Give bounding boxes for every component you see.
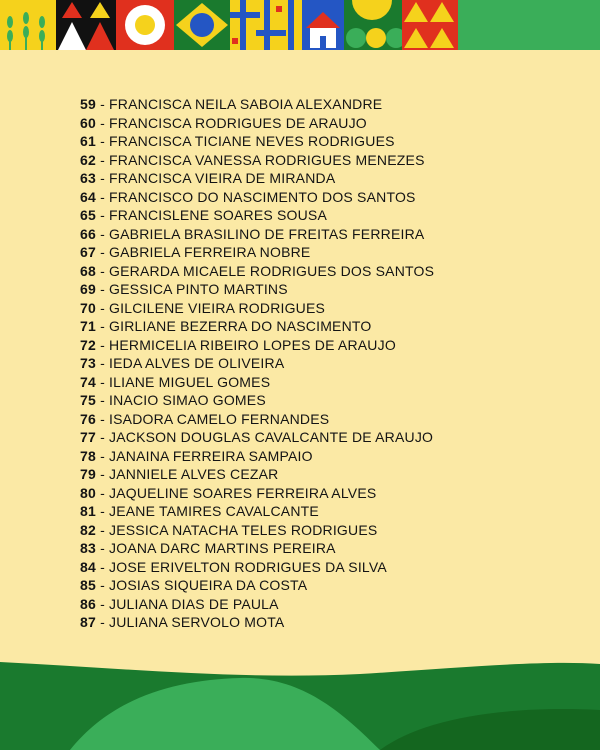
- entry-number: 78: [80, 447, 96, 464]
- entry-number: 73: [80, 355, 96, 371]
- entry-number: 80: [80, 484, 96, 501]
- entry-separator: -: [95, 595, 110, 612]
- list-item: [80, 280, 434, 299]
- list-item: [80, 521, 434, 540]
- entry-name: HERMICELIA RIBEIRO LOPES DE ARAUJO: [109, 336, 396, 353]
- entry-separator: -: [95, 429, 110, 445]
- entry-separator: -: [95, 225, 110, 242]
- entry-name: JOSE ERIVELTON RODRIGUES DA SILVA: [109, 558, 387, 575]
- list-item: [80, 206, 434, 225]
- entry-name: JULIANA DIAS DE PAULA: [109, 595, 279, 612]
- banner-green-block: [458, 0, 600, 50]
- entry-separator: -: [95, 336, 110, 353]
- egg-icon: [116, 0, 174, 50]
- entry-number: 86: [80, 595, 96, 612]
- entry-name: IEDA ALVES DE OLIVEIRA: [109, 355, 285, 371]
- list-item: [80, 317, 434, 336]
- entry-separator: -: [95, 484, 110, 501]
- entry-separator: -: [95, 188, 110, 205]
- decorative-hills: [0, 650, 600, 750]
- list-item: [80, 595, 434, 614]
- entry-name: GABRIELA FERREIRA NOBRE: [109, 244, 311, 260]
- entry-separator: -: [95, 244, 110, 260]
- entry-separator: -: [95, 355, 110, 371]
- entry-name: FRANCISLENE SOARES SOUSA: [109, 207, 327, 223]
- entry-name: GABRIELA BRASILINO DE FREITAS FERREIRA: [109, 225, 425, 242]
- entry-number: 63: [80, 170, 96, 186]
- entry-name: JULIANA SERVOLO MOTA: [109, 614, 285, 630]
- entry-number: 82: [80, 521, 96, 538]
- entry-separator: -: [95, 540, 110, 556]
- entry-number: 79: [80, 466, 96, 482]
- entry-number: 62: [80, 151, 96, 168]
- house-icon: [302, 0, 344, 50]
- list-item: [80, 95, 434, 114]
- entry-separator: -: [95, 133, 110, 149]
- entry-name: JEANE TAMIRES CAVALCANTE: [109, 503, 319, 519]
- list-item: [80, 373, 434, 392]
- entry-name: FRANCISCA TICIANE NEVES RODRIGUES: [109, 133, 395, 149]
- list-item: [80, 391, 434, 410]
- list-item: [80, 613, 434, 632]
- entry-name: FRANCISCO DO NASCIMENTO DOS SANTOS: [109, 188, 416, 205]
- entry-separator: -: [95, 318, 110, 334]
- entry-name: JANNIELE ALVES CEZAR: [109, 466, 279, 482]
- entry-separator: -: [95, 577, 110, 593]
- entry-name: ILIANE MIGUEL GOMES: [109, 373, 271, 390]
- crosses-icon: [230, 0, 302, 50]
- entry-name: JAQUELINE SOARES FERREIRA ALVES: [109, 484, 377, 501]
- entry-name: GERARDA MICAELE RODRIGUES DOS SANTOS: [109, 262, 435, 279]
- entry-number: 60: [80, 114, 96, 131]
- entry-number: 83: [80, 540, 96, 556]
- list-item: [80, 502, 434, 521]
- list-item: [80, 151, 434, 170]
- entry-name: FRANCISCA RODRIGUES DE ARAUJO: [109, 114, 367, 131]
- entry-number: 67: [80, 244, 96, 260]
- entry-name: GESSICA PINTO MARTINS: [109, 281, 288, 297]
- entry-number: 87: [80, 614, 96, 630]
- entry-separator: -: [95, 207, 110, 223]
- entry-separator: -: [95, 262, 110, 279]
- entry-name: GIRLIANE BEZERRA DO NASCIMENTO: [109, 318, 372, 334]
- entry-separator: -: [95, 614, 110, 630]
- entry-name: JOANA DARC MARTINS PEREIRA: [109, 540, 336, 556]
- list-item: [80, 539, 434, 558]
- entry-number: 68: [80, 262, 96, 279]
- list-item: [80, 225, 434, 244]
- entry-separator: -: [95, 373, 110, 390]
- list-item: [80, 484, 434, 503]
- entry-number: 66: [80, 225, 96, 242]
- entry-number: 81: [80, 503, 96, 519]
- entry-separator: -: [95, 447, 110, 464]
- entry-separator: -: [95, 170, 110, 186]
- triangles-icon: [56, 0, 116, 50]
- entry-separator: -: [95, 521, 110, 538]
- entry-separator: -: [95, 114, 110, 131]
- entry-number: 64: [80, 188, 96, 205]
- entry-number: 59: [80, 96, 96, 112]
- entry-name: FRANCISCA NEILA SABOIA ALEXANDRE: [109, 96, 383, 112]
- entry-separator: -: [95, 558, 110, 575]
- entry-number: 74: [80, 373, 96, 390]
- entry-name: JOSIAS SIQUEIRA DA COSTA: [109, 577, 308, 593]
- list-item: [80, 336, 434, 355]
- entry-name: JANAINA FERREIRA SAMPAIO: [109, 447, 313, 464]
- entry-name: ISADORA CAMELO FERNANDES: [109, 410, 330, 427]
- entry-separator: -: [95, 299, 110, 316]
- entry-name: GILCILENE VIEIRA RODRIGUES: [109, 299, 326, 316]
- list-item: [80, 169, 434, 188]
- list-item: [80, 558, 434, 577]
- triangle-pattern-icon: [402, 0, 458, 50]
- list-item: [80, 447, 434, 466]
- list-item: [80, 465, 434, 484]
- entry-separator: -: [95, 503, 110, 519]
- entry-name: FRANCISCA VANESSA RODRIGUES MENEZES: [109, 151, 425, 168]
- entry-name: FRANCISCA VIEIRA DE MIRANDA: [109, 170, 336, 186]
- entry-number: 85: [80, 577, 96, 593]
- entry-number: 77: [80, 429, 96, 445]
- list-item: [80, 132, 434, 151]
- entry-number: 75: [80, 392, 96, 408]
- entry-separator: -: [95, 281, 110, 297]
- entry-separator: -: [95, 96, 110, 112]
- brazil-flag-icon: [174, 0, 230, 50]
- entry-separator: -: [95, 410, 110, 427]
- wheat-icon: [0, 0, 56, 50]
- entry-number: 71: [80, 318, 96, 334]
- circles-icon: [344, 0, 406, 50]
- list-item: [80, 114, 434, 133]
- list-item: [80, 410, 434, 429]
- entry-number: 72: [80, 336, 96, 353]
- list-item: [80, 188, 434, 207]
- list-item: [80, 299, 434, 318]
- entry-name: JACKSON DOUGLAS CAVALCANTE DE ARAUJO: [109, 429, 434, 445]
- list-item: [80, 428, 434, 447]
- decorative-banner: [0, 0, 600, 50]
- entry-number: 65: [80, 207, 96, 223]
- entry-number: 61: [80, 133, 96, 149]
- entry-separator: -: [95, 466, 110, 482]
- entry-number: 70: [80, 299, 96, 316]
- entry-separator: -: [95, 151, 110, 168]
- entry-number: 69: [80, 281, 96, 297]
- entry-separator: -: [95, 392, 110, 408]
- entry-name: INACIO SIMAO GOMES: [109, 392, 266, 408]
- entry-name: JESSICA NATACHA TELES RODRIGUES: [109, 521, 378, 538]
- list-item: [80, 354, 434, 373]
- list-item: [80, 243, 434, 262]
- entry-number: 76: [80, 410, 96, 427]
- entry-number: 84: [80, 558, 96, 575]
- list-item: [80, 576, 434, 595]
- list-item: [80, 262, 434, 281]
- names-list: [80, 95, 434, 632]
